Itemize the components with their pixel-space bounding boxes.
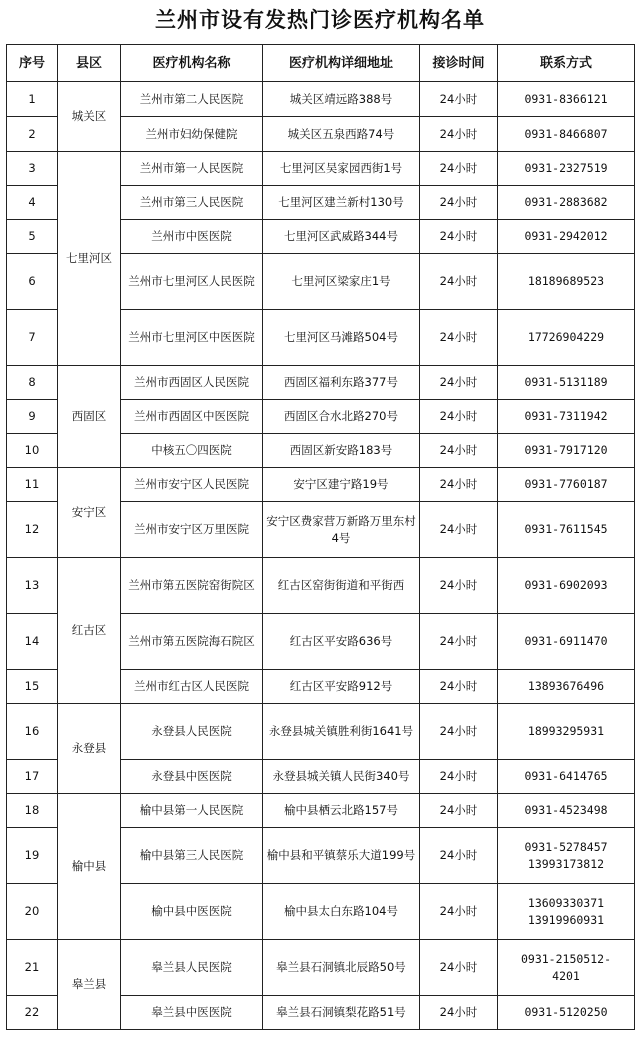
cell-address: 榆中县太白东路104号 (263, 884, 420, 940)
cell-index: 14 (7, 614, 58, 670)
cell-county: 永登县 (58, 704, 121, 794)
cell-county: 安宁区 (58, 468, 121, 558)
cell-index: 18 (7, 794, 58, 828)
hospital-table (6, 44, 635, 1030)
cell-hours: 24小时 (420, 614, 498, 670)
cell-county: 城关区 (58, 82, 121, 152)
cell-hospital-name: 兰州市七里河区人民医院 (121, 254, 263, 310)
cell-index: 5 (7, 220, 58, 254)
cell-index: 8 (7, 366, 58, 400)
cell-index: 11 (7, 468, 58, 502)
cell-address: 七里河区梁家庄1号 (263, 254, 420, 310)
cell-index: 4 (7, 186, 58, 220)
cell-hours: 24小时 (420, 760, 498, 794)
cell-phone: 18993295931 (498, 704, 635, 760)
table-row (7, 704, 635, 760)
cell-hospital-name: 兰州市中医医院 (121, 220, 263, 254)
table-row (7, 366, 635, 400)
cell-hospital-name: 皋兰县人民医院 (121, 940, 263, 996)
cell-county: 榆中县 (58, 794, 121, 940)
cell-hospital-name: 榆中县第三人民医院 (121, 828, 263, 884)
cell-hours: 24小时 (420, 940, 498, 996)
cell-hours: 24小时 (420, 884, 498, 940)
cell-hours: 24小时 (420, 400, 498, 434)
cell-phone: 0931-5278457 13993173812 (498, 828, 635, 884)
cell-hours: 24小时 (420, 670, 498, 704)
cell-phone: 0931-8466807 (498, 117, 635, 152)
cell-hospital-name: 兰州市西固区中医医院 (121, 400, 263, 434)
cell-hours: 24小时 (420, 366, 498, 400)
table-row (7, 794, 635, 828)
cell-phone: 0931-5131189 (498, 366, 635, 400)
header-county: 县区 (58, 45, 121, 82)
cell-hours: 24小时 (420, 794, 498, 828)
cell-phone: 0931-2150512- 4201 (498, 940, 635, 996)
cell-hospital-name: 榆中县中医医院 (121, 884, 263, 940)
cell-address: 七里河区吴家园西街1号 (263, 152, 420, 186)
cell-index: 12 (7, 502, 58, 558)
cell-index: 10 (7, 434, 58, 468)
cell-phone: 0931-6902093 (498, 558, 635, 614)
cell-index: 19 (7, 828, 58, 884)
cell-county: 七里河区 (58, 152, 121, 366)
cell-address: 红古区窑街街道和平街西 (263, 558, 420, 614)
cell-phone: 0931-7917120 (498, 434, 635, 468)
cell-phone: 0931-7760187 (498, 468, 635, 502)
cell-address: 永登县城关镇胜利街1641号 (263, 704, 420, 760)
cell-hours: 24小时 (420, 254, 498, 310)
cell-phone: 17726904229 (498, 310, 635, 366)
header-index: 序号 (7, 45, 58, 82)
table-row (7, 940, 635, 996)
header-hours: 接诊时间 (420, 45, 498, 82)
cell-index: 13 (7, 558, 58, 614)
cell-hours: 24小时 (420, 82, 498, 117)
table-row (7, 558, 635, 614)
cell-hours: 24小时 (420, 152, 498, 186)
cell-hours: 24小时 (420, 996, 498, 1030)
cell-hours: 24小时 (420, 220, 498, 254)
page-title: 兰州市设有发热门诊医疗机构名单 (155, 7, 485, 32)
cell-phone: 18189689523 (498, 254, 635, 310)
cell-phone: 0931-6414765 (498, 760, 635, 794)
cell-index: 20 (7, 884, 58, 940)
cell-index: 2 (7, 117, 58, 152)
cell-hours: 24小时 (420, 117, 498, 152)
cell-hours: 24小时 (420, 558, 498, 614)
cell-phone: 0931-6911470 (498, 614, 635, 670)
cell-index: 9 (7, 400, 58, 434)
cell-hospital-name: 兰州市安宁区人民医院 (121, 468, 263, 502)
cell-address: 红古区平安路912号 (263, 670, 420, 704)
header-contact: 联系方式 (498, 45, 635, 82)
cell-county: 皋兰县 (58, 940, 121, 1030)
cell-address: 榆中县和平镇蔡乐大道199号 (263, 828, 420, 884)
cell-hospital-name: 中核五〇四医院 (121, 434, 263, 468)
cell-address: 皋兰县石洞镇北辰路50号 (263, 940, 420, 996)
cell-address: 西固区合水北路270号 (263, 400, 420, 434)
cell-phone: 0931-2942012 (498, 220, 635, 254)
cell-hospital-name: 榆中县第一人民医院 (121, 794, 263, 828)
cell-phone: 0931-4523498 (498, 794, 635, 828)
cell-index: 15 (7, 670, 58, 704)
cell-phone: 13893676496 (498, 670, 635, 704)
cell-address: 七里河区建兰新村130号 (263, 186, 420, 220)
cell-hospital-name: 兰州市西固区人民医院 (121, 366, 263, 400)
header-address: 医疗机构详细地址 (263, 45, 420, 82)
cell-address: 城关区靖远路388号 (263, 82, 420, 117)
cell-hours: 24小时 (420, 704, 498, 760)
cell-phone: 0931-5120250 (498, 996, 635, 1030)
cell-address: 西固区新安路183号 (263, 434, 420, 468)
cell-hours: 24小时 (420, 502, 498, 558)
table-row (7, 468, 635, 502)
cell-hospital-name: 兰州市第三人民医院 (121, 186, 263, 220)
cell-address: 安宁区建宁路19号 (263, 468, 420, 502)
cell-address: 七里河区马滩路504号 (263, 310, 420, 366)
cell-address: 七里河区武威路344号 (263, 220, 420, 254)
cell-hospital-name: 永登县人民医院 (121, 704, 263, 760)
cell-hospital-name: 兰州市红古区人民医院 (121, 670, 263, 704)
cell-hours: 24小时 (420, 310, 498, 366)
table-header-row (7, 45, 635, 82)
cell-hours: 24小时 (420, 828, 498, 884)
cell-hospital-name: 兰州市第五医院窑街院区 (121, 558, 263, 614)
cell-address: 榆中县栖云北路157号 (263, 794, 420, 828)
cell-hours: 24小时 (420, 468, 498, 502)
cell-address: 皋兰县石洞镇梨花路51号 (263, 996, 420, 1030)
cell-hospital-name: 永登县中医医院 (121, 760, 263, 794)
cell-index: 7 (7, 310, 58, 366)
cell-address: 永登县城关镇人民街340号 (263, 760, 420, 794)
cell-address: 红古区平安路636号 (263, 614, 420, 670)
cell-hospital-name: 兰州市第二人民医院 (121, 82, 263, 117)
cell-hospital-name: 皋兰县中医医院 (121, 996, 263, 1030)
cell-phone: 13609330371 13919960931 (498, 884, 635, 940)
header-name: 医疗机构名称 (121, 45, 263, 82)
cell-hours: 24小时 (420, 186, 498, 220)
cell-phone: 0931-2883682 (498, 186, 635, 220)
cell-index: 1 (7, 82, 58, 117)
cell-index: 21 (7, 940, 58, 996)
cell-hospital-name: 兰州市七里河区中医医院 (121, 310, 263, 366)
cell-address: 城关区五泉西路74号 (263, 117, 420, 152)
cell-index: 22 (7, 996, 58, 1030)
cell-index: 3 (7, 152, 58, 186)
cell-index: 6 (7, 254, 58, 310)
cell-phone: 0931-8366121 (498, 82, 635, 117)
table-row (7, 152, 635, 186)
cell-phone: 0931-7611545 (498, 502, 635, 558)
cell-hospital-name: 兰州市安宁区万里医院 (121, 502, 263, 558)
cell-hospital-name: 兰州市妇幼保健院 (121, 117, 263, 152)
cell-address: 西固区福利东路377号 (263, 366, 420, 400)
cell-index: 16 (7, 704, 58, 760)
cell-phone: 0931-7311942 (498, 400, 635, 434)
table-row (7, 82, 635, 117)
cell-county: 红古区 (58, 558, 121, 704)
cell-hours: 24小时 (420, 434, 498, 468)
cell-index: 17 (7, 760, 58, 794)
cell-phone: 0931-2327519 (498, 152, 635, 186)
cell-address: 安宁区费家营万新路万里东村4号 (263, 502, 420, 558)
cell-hospital-name: 兰州市第五医院海石院区 (121, 614, 263, 670)
cell-county: 西固区 (58, 366, 121, 468)
cell-hospital-name: 兰州市第一人民医院 (121, 152, 263, 186)
